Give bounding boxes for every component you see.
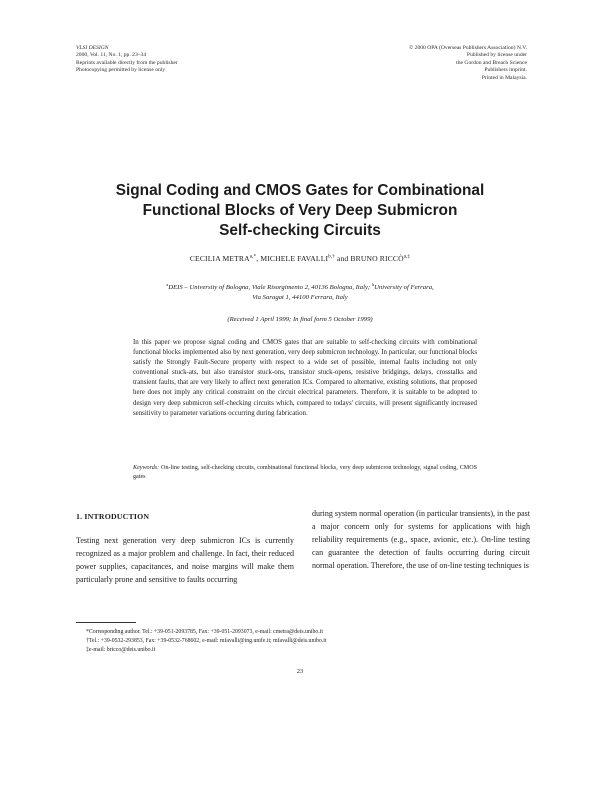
keywords: [133, 464, 477, 482]
page-number: 23: [296, 668, 304, 675]
printed-in-line: Printed in Malaysia.: [481, 74, 527, 81]
received-dates: (Received 1 April 1999; In final form 5 October 1999): [227, 316, 373, 323]
journal-header: [76, 45, 178, 75]
imprint-end-line: Publishers imprint.: [484, 67, 527, 74]
author-name: CECILIA METRA: [189, 254, 250, 263]
title-line: Self-checking Circuits: [219, 222, 381, 239]
footnote: †Tel.: +39-0532-293853, Fax: +39-0532-768602, e-mail: mfavalli@ing.unife.it; mfavalli@deis.unibo.it: [86, 637, 327, 644]
affiliations: [110, 280, 490, 302]
author-marker: b,†: [328, 254, 335, 260]
body-column-left: Testing next generation very deep submicron ICs is currently recognized as a major problem and challenge. In fact, their reduced power supplies, capacitances, and noise margins will make them particularly prone and sensitive to faults occurring: [76, 536, 294, 584]
author-marker: a,*: [249, 254, 257, 260]
affiliation-text: University of Ferrara,: [374, 284, 434, 292]
affiliation-marker: a: [166, 282, 169, 287]
affiliation-line: Via Saragat 1, 44100 Ferrara, Italy: [252, 293, 348, 301]
journal-volume: 2000, Vol. 11, No. 1, pp. 23–34: [76, 52, 147, 59]
author-list: [60, 254, 540, 263]
keywords-label: Keywords:: [133, 465, 160, 471]
journal-name: VLSI DESIGN: [76, 45, 109, 51]
keywords-text: On-line testing, self-checking circuits, combinational functional blocks, very deep submicron technology, signal coding, CMOS gates: [133, 465, 477, 480]
body-column-right: during system normal operation (in particular transients), in the past a major concern only for systems for applications with high reliability requirements (e.g., space, avionic, etc.). On-line testing can guarantee the detection of faults occurring during circuit normal operation. Therefore, the use of on-line testing techniques is: [312, 509, 530, 570]
footnote: *Corresponding author. Tel.: +39-051-2093785, Fax: +39-051-2093073, e-mail: cmetra@deis.unibo.it: [86, 629, 323, 635]
copyright-header: [409, 45, 527, 82]
author-marker: a,‡: [403, 254, 411, 260]
affiliation-line: [110, 280, 490, 293]
photocopying-note: Photocopying permitted by license only: [76, 67, 166, 74]
affiliation-text: DEIS – University of Bologna, Viale Risorgimento 2, 40136 Bologna, Italy;: [168, 284, 371, 292]
title-line: Functional Blocks of Very Deep Submicron: [142, 202, 458, 219]
imprint-line: the Gordon and Breach Science: [456, 59, 527, 66]
footnote-divider: [76, 622, 136, 623]
published-by-line: Published by license under: [466, 52, 527, 59]
footnotes: [86, 628, 526, 654]
affiliation-marker: b: [371, 282, 375, 287]
title-line: Signal Coding and CMOS Gates for Combinational: [115, 182, 485, 199]
abstract: In this paper we propose signal coding and CMOS gates that are suitable to self-checking circuits with combinational functional blocks implemented also by next generation, very deep submicron technology. In particular, our functional blocks satisfy the Strongly Fault-Secure property with respect to a wide set of possible, internal faults including not only conventional stuck-ats, but also transistor stuck-ons, transistor stuck-opens, resistive bridgings, delays, crosstalks and transient faults, that are very likely to affect next generation ICs. Compared to alternative, existing solutions, that proposed here does not imply any critical constraint on the circuit electrical parameters. Therefore, it is suitable to be adopted to design very deep submicron self-checking circuits which, compared to todays' circuits, will present significantly increased sensitivity to parameter variations occurring during fabrication.: [133, 339, 477, 417]
copyright-line: © 2000 OPA (Overseas Publishers Association) N.V.: [409, 45, 527, 51]
footnote: ‡e-mail: bricco@deis.unibo.it: [86, 646, 156, 653]
author-name: and BRUNO RICCÒ: [334, 254, 404, 263]
reprints-note: Reprints available directly from the publisher: [76, 59, 178, 66]
section-heading: 1. INTRODUCTION: [76, 512, 150, 521]
author-name: , MICHELE FAVALLI: [256, 254, 329, 263]
paper-title: [60, 181, 540, 241]
